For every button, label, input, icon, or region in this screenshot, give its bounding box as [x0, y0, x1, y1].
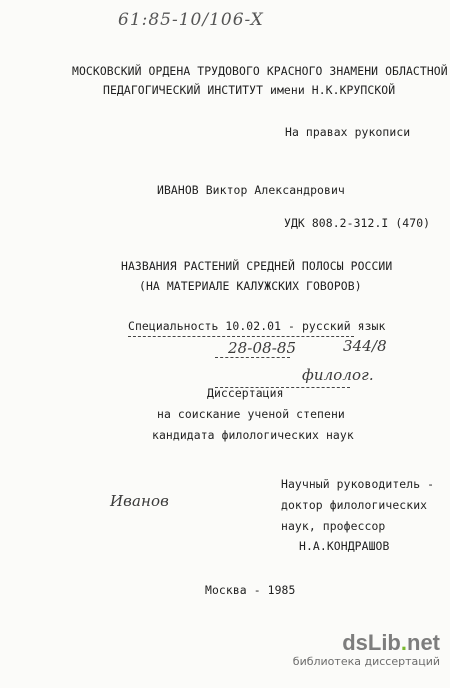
handwritten-number: 344/8 [343, 337, 387, 355]
rights-note: На правах рукописи [285, 125, 411, 139]
institution-line-2: ПЕДАГОГИЧЕСКИЙ ИНСТИТУТ имени Н.К.КРУПСКОЙ [103, 83, 396, 97]
handwritten-signature: Иванов [110, 492, 169, 510]
degree-line-1: на соискание ученой степени [157, 407, 345, 421]
degree-line-2: кандидата филологических наук [152, 428, 354, 442]
dissertation-label: Диссертация [207, 386, 284, 400]
city-year: Москва - 1985 [205, 583, 296, 597]
udc-code: УДК 808.2-312.I (470) [284, 216, 431, 230]
author-name: ИВАНОВ Виктор Александрович [157, 183, 345, 197]
title-line-2: (НА МАТЕРИАЛЕ КАЛУЖСКИХ ГОВОРОВ) [139, 279, 362, 293]
handwritten-date: 28-08-85 [228, 339, 297, 357]
dslib-watermark[interactable] [293, 631, 440, 668]
supervisor-line-1: Научный руководитель - [281, 477, 435, 491]
handwritten-field: филолог. [302, 366, 374, 384]
specialty: Специальность 10.02.01 - русский язык [128, 319, 386, 333]
supervisor-name: Н.А.КОНДРАШОВ [299, 539, 390, 553]
supervisor-line-2: доктор филологических [281, 498, 428, 512]
specialty-underline [128, 336, 354, 337]
handwritten-archive-code: 61:85-10/106-X [118, 10, 264, 30]
date-underline [215, 357, 290, 358]
dslib-logo: dsLib.net [342, 630, 440, 655]
supervisor-line-3: наук, профессор [281, 519, 386, 533]
institution-line-1: МОСКОВСКИЙ ОРДЕНА ТРУДОВОГО КРАСНОГО ЗНАМЕНИ ОБЛАСТНОЙ [72, 64, 448, 78]
dslib-tagline: библиотека диссертаций [292, 655, 440, 668]
title-line-1: НАЗВАНИЯ РАСТЕНИЙ СРЕДНЕЙ ПОЛОСЫ РОССИИ [121, 259, 393, 273]
